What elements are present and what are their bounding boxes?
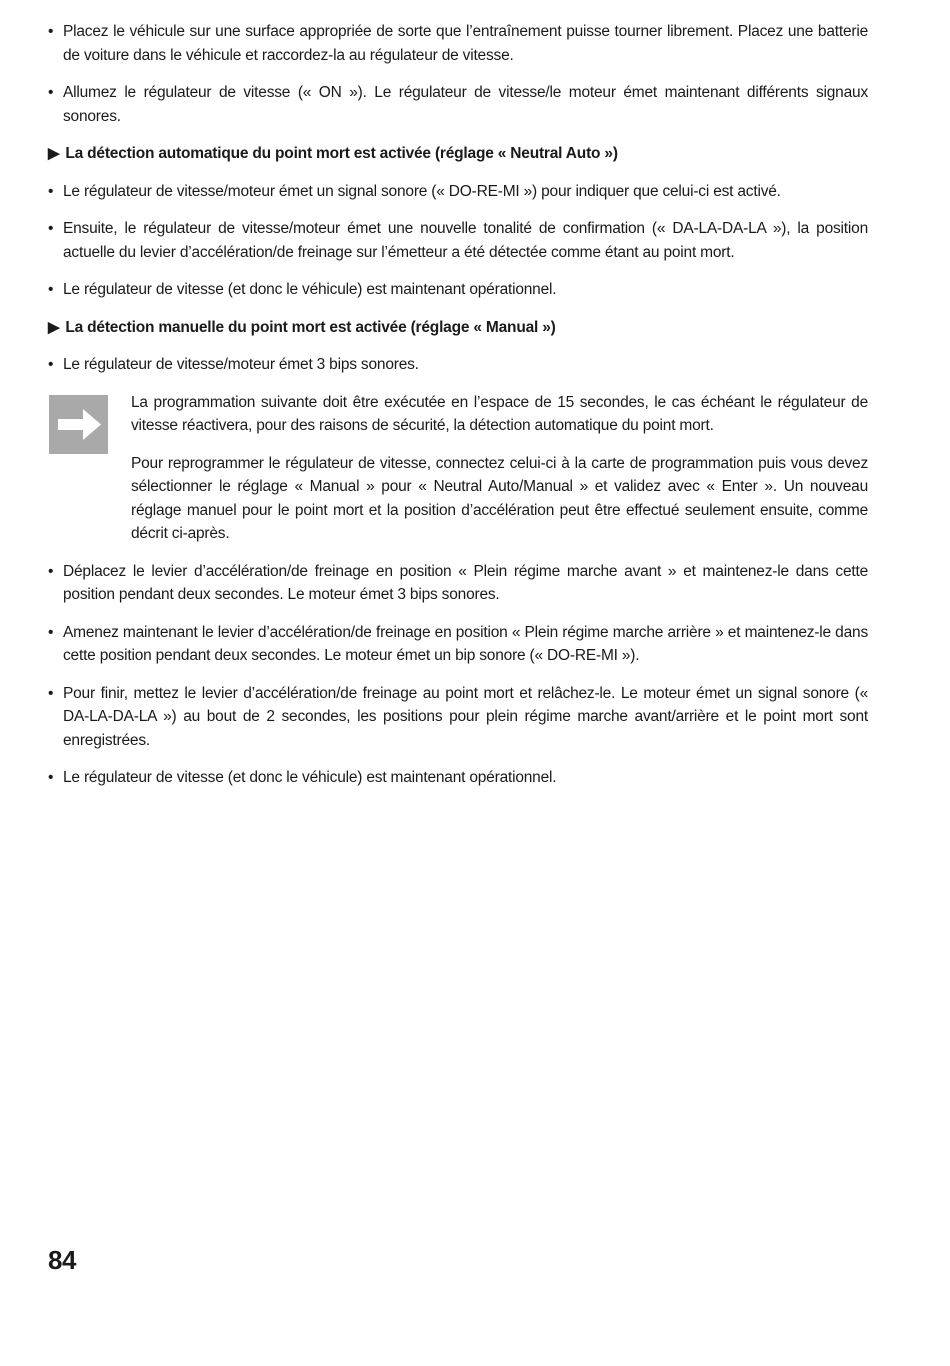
bullet-text: Le régulateur de vitesse/moteur émet 3 bips sonores. (63, 356, 419, 373)
bullet-text: Allumez le régulateur de vitesse (« ON »). Le régulateur de vitesse/le moteur émet maintenant différents signaux sonores. (63, 84, 868, 125)
bullet-dot: • (48, 562, 54, 580)
bullet-text: Le régulateur de vitesse (et donc le véhicule) est maintenant opérationnel. (63, 769, 557, 786)
bullet-dot: • (48, 182, 54, 200)
section-heading-text: La détection automatique du point mort est activée (réglage « Neutral Auto ») (65, 145, 618, 162)
document-body (48, 20, 868, 804)
bullet-item (48, 682, 868, 753)
bullet-item (48, 20, 868, 67)
bullet-item (48, 217, 868, 264)
bullet-dot: • (48, 220, 54, 237)
bullet-dot: • (48, 769, 54, 786)
bullet-item (48, 766, 868, 790)
bullet-item (48, 278, 868, 302)
section-heading-auto (48, 142, 868, 166)
bullet-item (48, 81, 868, 128)
bullet-dot: • (48, 356, 54, 373)
bullet-text: Le régulateur de vitesse (et donc le véhicule) est maintenant opérationnel. (63, 281, 557, 298)
bullet-text: Déplacez le levier d’accélération/de freinage en position « Plein régime marche avant » et maintenez-le dans cette position pendant deux secondes. Le moteur émet 3 bips sonores. (63, 562, 868, 603)
page-number: 84 (48, 1245, 76, 1275)
bullet-dot: • (48, 23, 54, 40)
triangle-right-icon: ▶ (48, 145, 60, 162)
note-paragraph: La programmation suivante doit être exécutée en l’espace de 15 secondes, le cas échéant le régulateur de vitesse réactivera, pour des raisons de sécurité, la détection automatique du point mort. (131, 393, 868, 434)
bullet-text: Amenez maintenant le levier d’accélération/de freinage en position « Plein régime marche arrière » et maintenez-le dans cette position pendant deux secondes. Le moteur émet un bip sonore (« DO-RE-MI »). (63, 623, 868, 664)
arrow-right-icon (49, 395, 108, 454)
bullet-dot: • (48, 623, 54, 641)
bullet-text: Ensuite, le régulateur de vitesse/moteur émet une nouvelle tonalité de confirmation (« DA-LA-DA-LA »), la position actuelle du levier d’accélération/de freinage sur l’émetteur a été détectée comme étant au point mort. (63, 220, 868, 261)
bullet-item (48, 621, 868, 668)
note-paragraph: Pour reprogrammer le régulateur de vitesse, connectez celui-ci à la carte de programmation puis vous devez sélectionner le réglage « Manual » pour « Neutral Auto/Manual » et validez avec « Enter ». Un nouveau réglage manuel pour le point mort et la position d’accélération peut être effectué seulement ensuite, comme décrit ci-après. (131, 454, 868, 542)
section-heading-manual (48, 316, 868, 340)
bullet-dot: • (48, 84, 54, 101)
bullet-dot: • (48, 684, 54, 702)
section-heading-text: La détection manuelle du point mort est activée (réglage « Manual ») (65, 318, 556, 336)
bullet-item (48, 180, 868, 204)
bullet-dot: • (48, 281, 54, 298)
bullet-text: Pour finir, mettez le levier d’accélération/de freinage au point mort et relâchez-le. Le moteur émet un signal sonore (« DA-LA-DA-LA ») au bout de 2 secondes, les positions pour plein régime marche avant/arrière et le point mort sont enregistrées. (63, 684, 868, 749)
bullet-item (48, 353, 868, 377)
note-block (48, 391, 868, 546)
bullet-item (48, 560, 868, 607)
bullet-text: Le régulateur de vitesse/moteur émet un signal sonore (« DO-RE-MI ») pour indiquer que celui-ci est activé. (63, 182, 781, 200)
bullet-text: Placez le véhicule sur une surface appropriée de sorte que l’entraînement puisse tourner librement. Placez une batterie de voiture dans le véhicule et raccordez-la au régulateur de vitesse. (63, 23, 868, 64)
triangle-right-icon: ▶ (48, 318, 60, 336)
